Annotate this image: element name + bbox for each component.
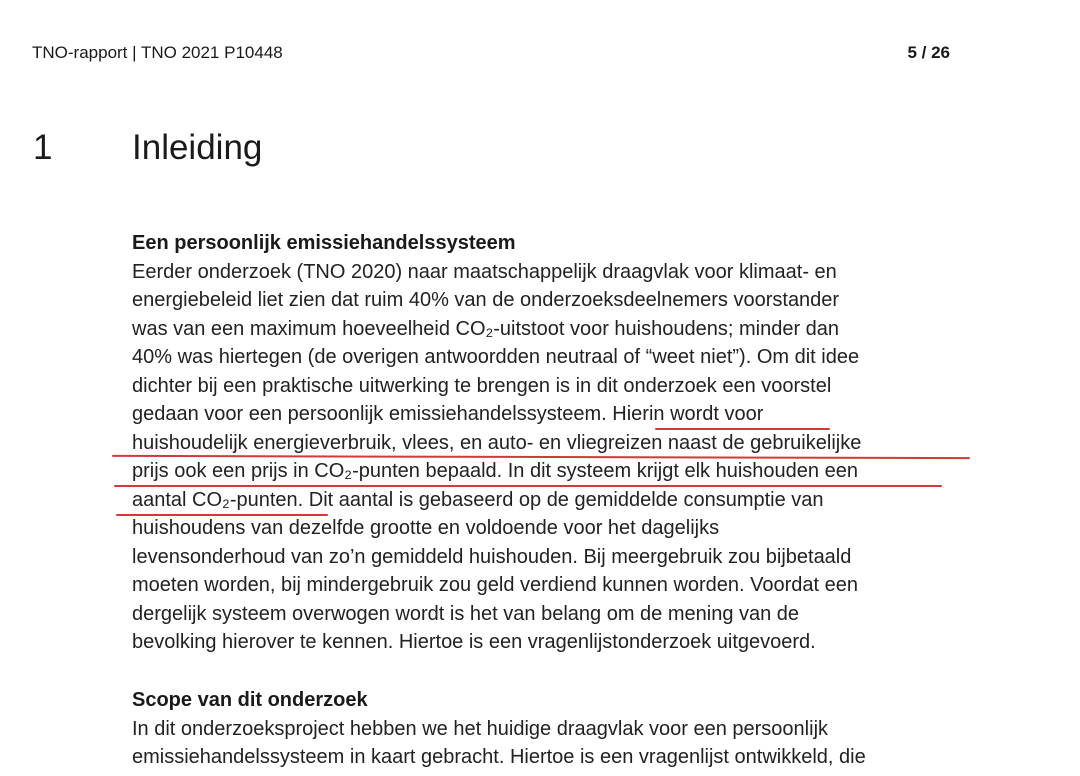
section-heading: Een persoonlijk emissiehandelssysteem bbox=[132, 232, 516, 254]
red-underline-annotation bbox=[655, 428, 830, 430]
paragraph-line: dergelijk systeem overwogen wordt is het van belang om de mening van de bbox=[132, 602, 800, 625]
chapter-number: 1 bbox=[33, 128, 53, 167]
page-number: 5 / 26 bbox=[907, 43, 950, 62]
red-underline-annotation bbox=[114, 485, 942, 487]
paragraph-line: was van een maximum hoeveelheid CO₂-uitstoot voor huishoudens; minder dan bbox=[132, 317, 840, 340]
paragraph-line: emissiehandelssysteem in kaart gebracht. Hiertoe is een vragenlijst ontwikkeld, die bbox=[132, 746, 866, 768]
paragraph-line: huishoudelijk energieverbruik, vlees, en auto- en vliegreizen naast de gebruikelijke bbox=[132, 431, 862, 454]
paragraph-line: moeten worden, bij mindergebruik zou geld verdiend kunnen worden. Voordat een bbox=[132, 574, 859, 596]
red-underline-annotation bbox=[116, 514, 328, 516]
paragraph-line: bevolking hierover te kennen. Hiertoe is een vragenlijstonderzoek uitgevoerd. bbox=[132, 631, 816, 653]
report-id: TNO-rapport | TNO 2021 P10448 bbox=[32, 43, 283, 62]
paragraph-line: huishoudens van dezelfde grootte en voldoende voor het dagelijks bbox=[132, 517, 720, 539]
paragraph-line: gedaan voor een persoonlijk emissiehandelssysteem. Hierin wordt voor bbox=[132, 403, 764, 425]
section-heading: Scope van dit onderzoek bbox=[132, 689, 368, 711]
paragraph-line: prijs ook een prijs in CO₂-punten bepaald. In dit systeem krijgt elk huishouden een bbox=[132, 460, 858, 482]
paragraph-line: levensonderhoud van zo’n gemiddeld huishouden. Bij meergebruik zou bijbetaald bbox=[132, 545, 852, 568]
paragraph-line: In dit onderzoeksproject hebben we het huidige draagvlak voor een persoonlijk bbox=[132, 717, 829, 740]
paragraph-line: dichter bij een praktische uitwerking te brengen is in dit onderzoek een voorstel bbox=[132, 374, 832, 397]
paragraph-line: aantal CO₂-punten. Dit aantal is gebaseerd op de gemiddelde consumptie van bbox=[132, 488, 824, 511]
chapter-title: Inleiding bbox=[132, 128, 263, 167]
paragraph-line: 40% was hiertegen (de overigen antwoordden neutraal of “weet niet”). Om dit idee bbox=[132, 346, 860, 368]
section-emission-trading bbox=[132, 229, 992, 657]
section-scope bbox=[132, 686, 992, 772]
paragraph-line: energiebeleid liet zien dat ruim 40% van de onderzoeksdeelnemers voorstander bbox=[132, 289, 840, 311]
paragraph-line: Eerder onderzoek (TNO 2020) naar maatschappelijk draagvlak voor klimaat- en bbox=[132, 260, 837, 283]
